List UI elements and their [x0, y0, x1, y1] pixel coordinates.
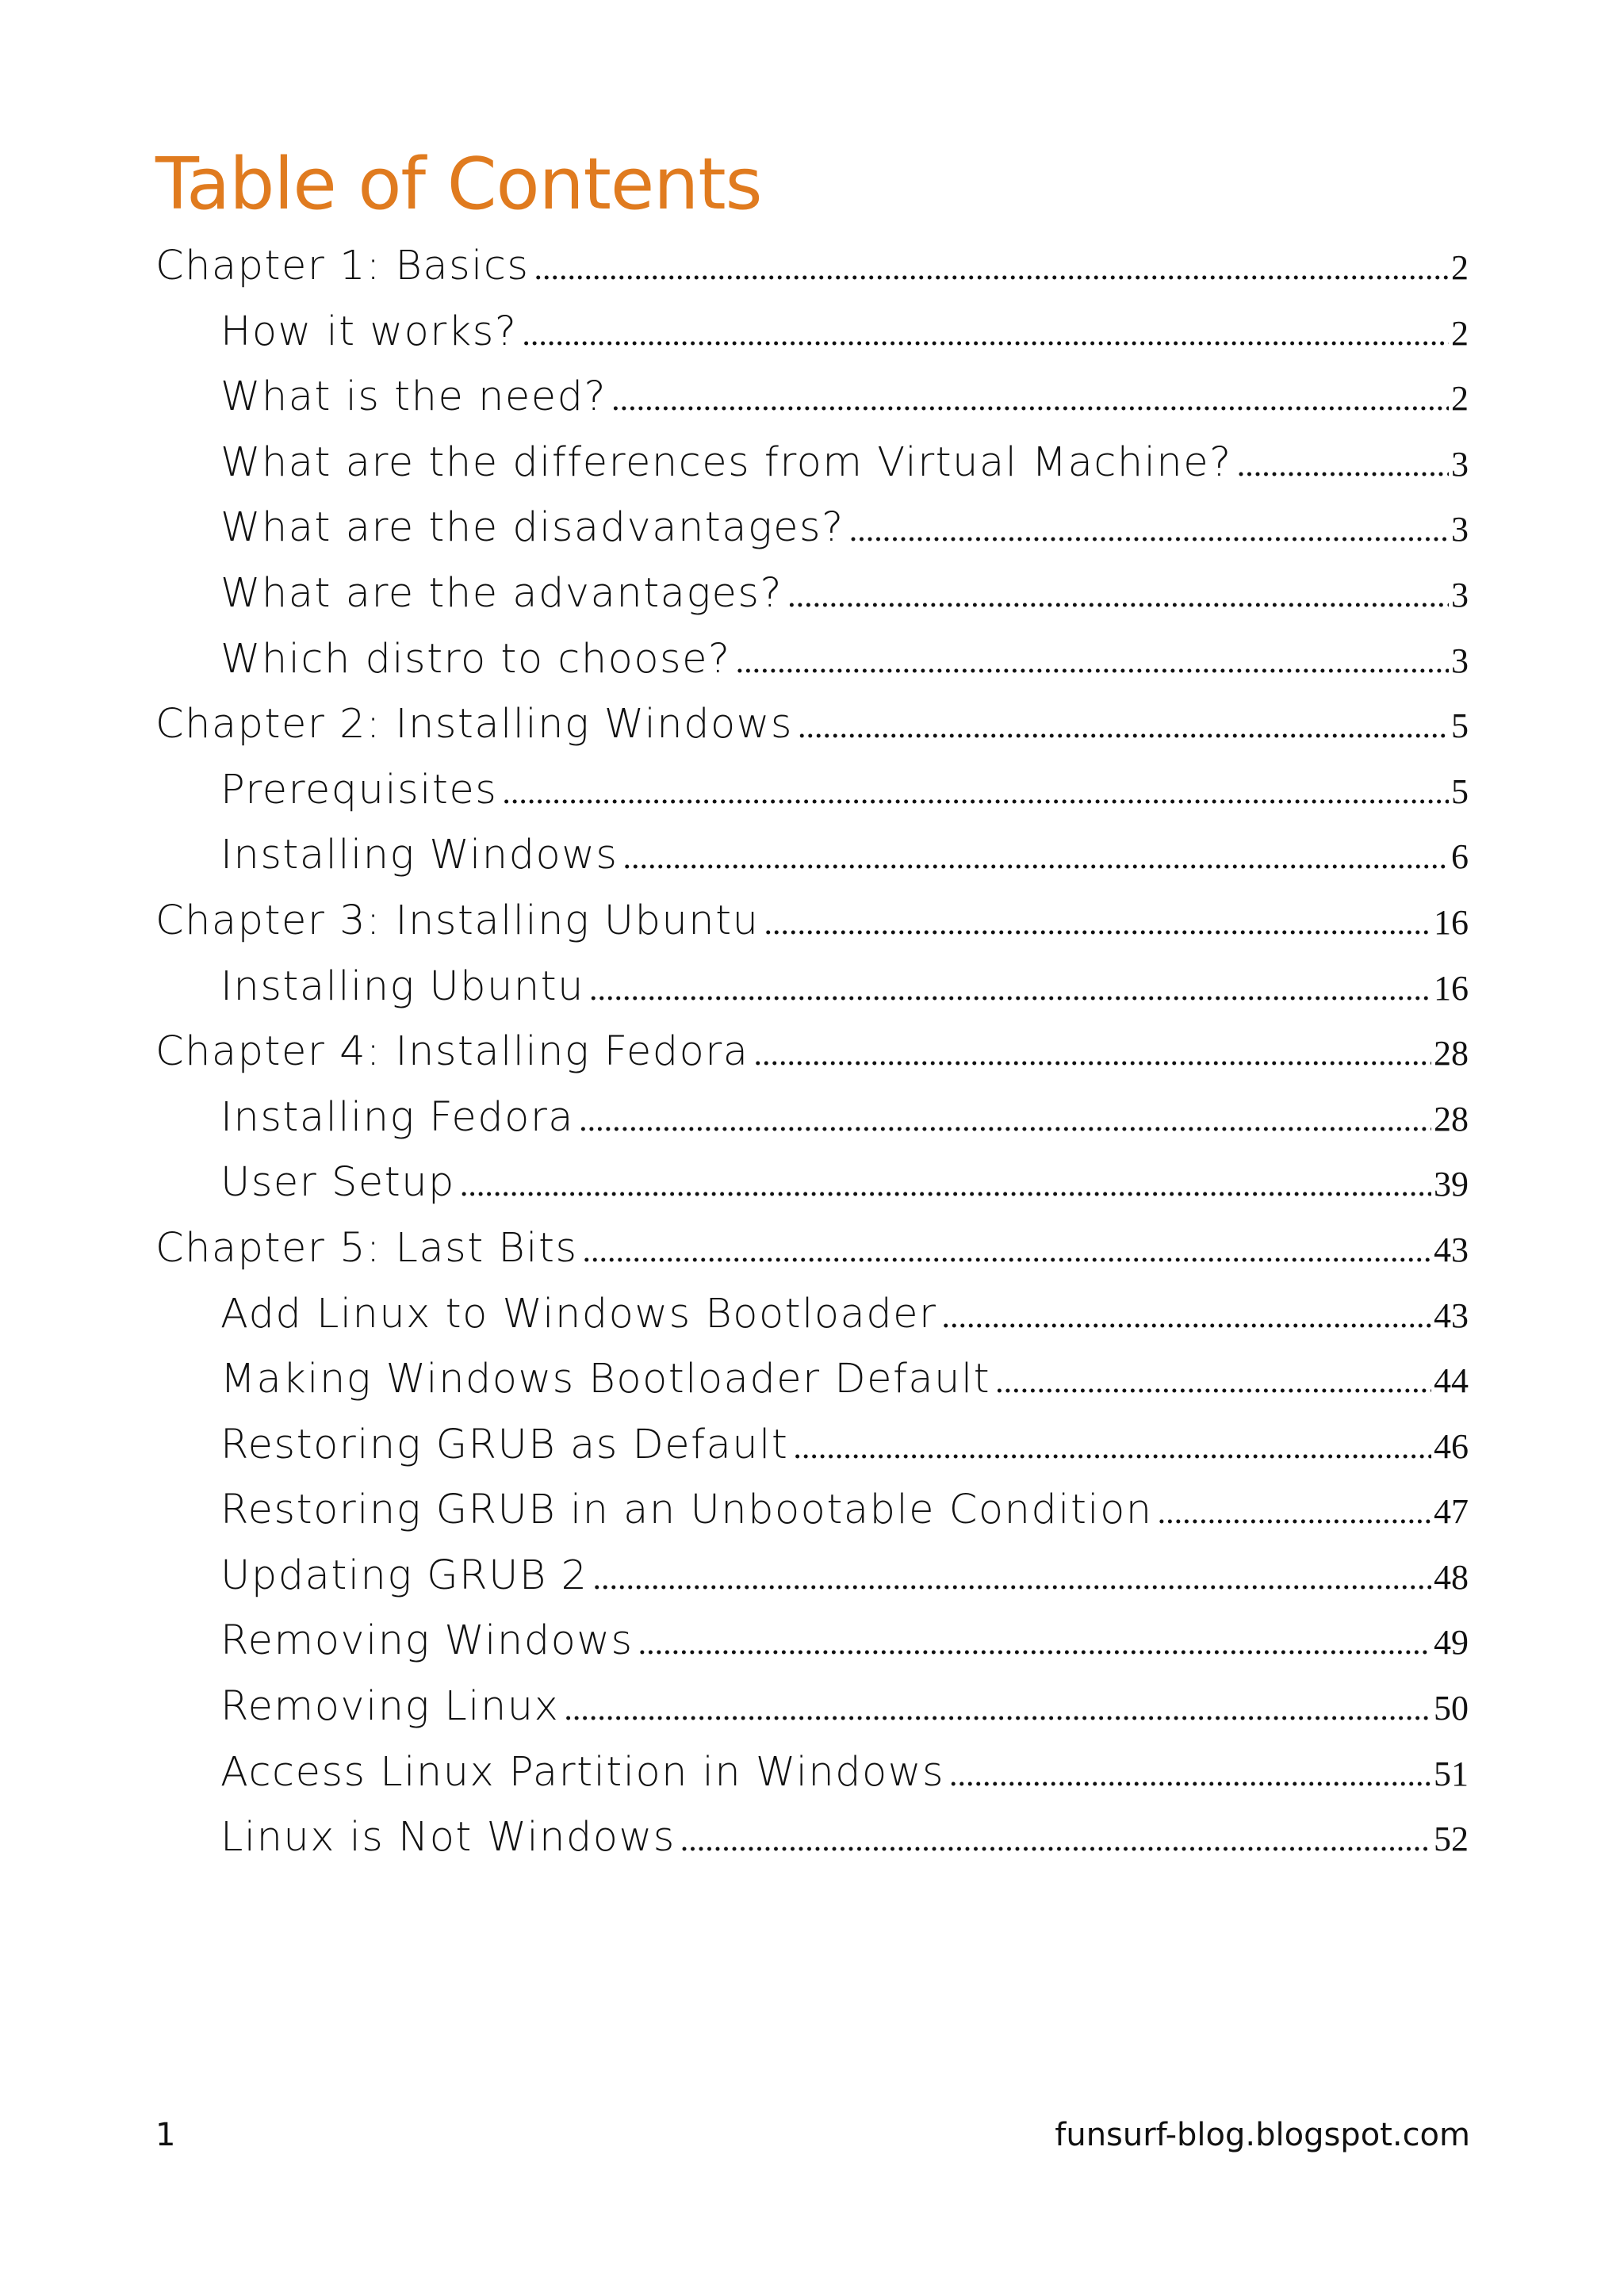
toc-entry-page-number: 44 — [1434, 1361, 1469, 1401]
toc-entry-page-number: 16 — [1434, 902, 1469, 942]
toc-entry-label: Restoring GRUB as Default — [220, 1421, 789, 1468]
toc-dot-leader — [1237, 446, 1449, 484]
toc-entry-page-number: 43 — [1434, 1230, 1469, 1269]
toc-entry-page-number: 2 — [1451, 248, 1469, 287]
toc-section-entry[interactable] — [155, 1814, 1469, 1880]
toc-dot-leader — [522, 316, 1449, 354]
toc-entry-label: How it works? — [220, 308, 518, 355]
toc-section-entry[interactable] — [155, 1094, 1469, 1160]
toc-dot-leader — [502, 774, 1449, 812]
toc-chapter-entry[interactable] — [155, 243, 1469, 308]
toc-section-entry[interactable] — [155, 1422, 1469, 1487]
toc-entry-page-number: 5 — [1451, 706, 1469, 746]
toc-entry-page-number: 5 — [1451, 771, 1469, 811]
page-title: Table of Contents — [155, 143, 762, 226]
toc-entry-page-number: 49 — [1434, 1623, 1469, 1663]
toc-entry-page-number: 28 — [1434, 1034, 1469, 1073]
toc-section-entry[interactable] — [155, 504, 1469, 570]
toc-dot-leader — [798, 708, 1449, 746]
table-of-contents — [155, 243, 1469, 1880]
toc-entry-label: What are the differences from Virtual Machine? — [220, 438, 1232, 486]
toc-entry-label: User Setup — [220, 1159, 455, 1207]
toc-entry-label: Installing Windows — [220, 832, 619, 879]
toc-entry-page-number: 3 — [1451, 575, 1469, 614]
toc-chapter-entry[interactable] — [155, 897, 1469, 963]
toc-dot-leader — [793, 1429, 1431, 1467]
toc-chapter-entry[interactable] — [155, 701, 1469, 767]
toc-dot-leader — [638, 1624, 1431, 1663]
toc-dot-leader — [995, 1363, 1431, 1401]
toc-entry-label: Making Windows Bootloader Default — [220, 1356, 991, 1403]
toc-section-entry[interactable] — [155, 832, 1469, 897]
toc-entry-label: Chapter 1: Basics — [155, 243, 530, 289]
toc-dot-leader — [623, 839, 1450, 877]
toc-entry-label: Linux is Not Windows — [220, 1814, 676, 1862]
toc-entry-label: Chapter 3: Installing Ubuntu — [155, 897, 760, 944]
toc-dot-leader — [583, 1232, 1431, 1270]
toc-entry-label: Updating GRUB 2 — [220, 1552, 588, 1599]
toc-entry-page-number: 47 — [1434, 1492, 1469, 1532]
toc-dot-leader — [949, 1756, 1431, 1794]
toc-dot-leader — [787, 577, 1449, 615]
toc-section-entry[interactable] — [155, 1159, 1469, 1225]
toc-chapter-entry[interactable] — [155, 1028, 1469, 1094]
toc-dot-leader — [589, 970, 1431, 1008]
toc-section-entry[interactable] — [155, 636, 1469, 702]
toc-section-entry[interactable] — [155, 1487, 1469, 1552]
toc-section-entry[interactable] — [155, 1552, 1469, 1618]
toc-entry-label: Removing Windows — [220, 1617, 634, 1665]
toc-entry-label: What is the need? — [220, 373, 607, 421]
toc-section-entry[interactable] — [155, 570, 1469, 636]
toc-entry-label: Removing Linux — [220, 1683, 560, 1731]
toc-entry-label: What are the disadvantages? — [220, 504, 845, 552]
toc-entry-label: Installing Ubuntu — [220, 962, 584, 1010]
toc-chapter-entry[interactable] — [155, 1225, 1469, 1291]
toc-entry-label: Chapter 4: Installing Fedora — [155, 1028, 749, 1076]
toc-section-entry[interactable] — [155, 963, 1469, 1029]
toc-section-entry[interactable] — [155, 1683, 1469, 1749]
toc-entry-label: Add Linux to Windows Bootloader — [220, 1290, 937, 1337]
toc-dot-leader — [754, 1035, 1431, 1073]
toc-section-entry[interactable] — [155, 439, 1469, 505]
toc-section-entry[interactable] — [155, 308, 1469, 374]
toc-dot-leader — [764, 905, 1431, 943]
toc-dot-leader — [849, 511, 1449, 549]
toc-entry-page-number: 2 — [1451, 379, 1469, 419]
footer-page-number: 1 — [155, 2117, 176, 2153]
toc-entry-page-number: 28 — [1434, 1099, 1469, 1138]
toc-section-entry[interactable] — [155, 767, 1469, 832]
toc-entry-label: What are the advantages? — [220, 569, 783, 617]
toc-dot-leader — [534, 250, 1449, 288]
toc-entry-page-number: 6 — [1451, 837, 1469, 877]
toc-dot-leader — [942, 1298, 1432, 1336]
toc-dot-leader — [460, 1166, 1431, 1204]
toc-entry-label: Chapter 2: Installing Windows — [155, 701, 793, 748]
toc-entry-page-number: 51 — [1434, 1754, 1469, 1793]
toc-section-entry[interactable] — [155, 1617, 1469, 1683]
toc-entry-page-number: 50 — [1434, 1689, 1469, 1728]
toc-dot-leader — [564, 1690, 1431, 1728]
toc-dot-leader — [1158, 1494, 1431, 1532]
toc-entry-page-number: 48 — [1434, 1557, 1469, 1597]
toc-entry-label: Restoring GRUB in an Unbootable Condition — [220, 1487, 1153, 1534]
toc-entry-page-number: 16 — [1434, 968, 1469, 1008]
footer-site-url: funsurf-blog.blogspot.com — [1055, 2117, 1470, 2153]
toc-dot-leader — [736, 643, 1449, 681]
toc-entry-label: Which distro to choose? — [220, 635, 731, 683]
toc-entry-label: Prerequisites — [220, 766, 498, 813]
toc-entry-label: Installing Fedora — [220, 1093, 575, 1141]
toc-entry-page-number: 46 — [1434, 1426, 1469, 1466]
toc-entry-page-number: 3 — [1451, 641, 1469, 680]
toc-dot-leader — [611, 381, 1449, 419]
toc-section-entry[interactable] — [155, 1356, 1469, 1422]
toc-dot-leader — [592, 1559, 1431, 1598]
toc-entry-page-number: 2 — [1451, 313, 1469, 353]
toc-entry-page-number: 52 — [1434, 1820, 1469, 1859]
toc-entry-page-number: 43 — [1434, 1295, 1469, 1335]
toc-entry-label: Access Linux Partition in Windows — [220, 1748, 945, 1796]
toc-entry-page-number: 3 — [1451, 444, 1469, 484]
toc-entry-page-number: 39 — [1434, 1165, 1469, 1204]
toc-section-entry[interactable] — [155, 1291, 1469, 1357]
toc-section-entry[interactable] — [155, 373, 1469, 439]
toc-dot-leader — [579, 1101, 1431, 1139]
toc-dot-leader — [680, 1821, 1431, 1859]
toc-entry-page-number: 3 — [1451, 510, 1469, 549]
toc-section-entry[interactable] — [155, 1749, 1469, 1815]
toc-entry-label: Chapter 5: Last Bits — [155, 1224, 578, 1272]
